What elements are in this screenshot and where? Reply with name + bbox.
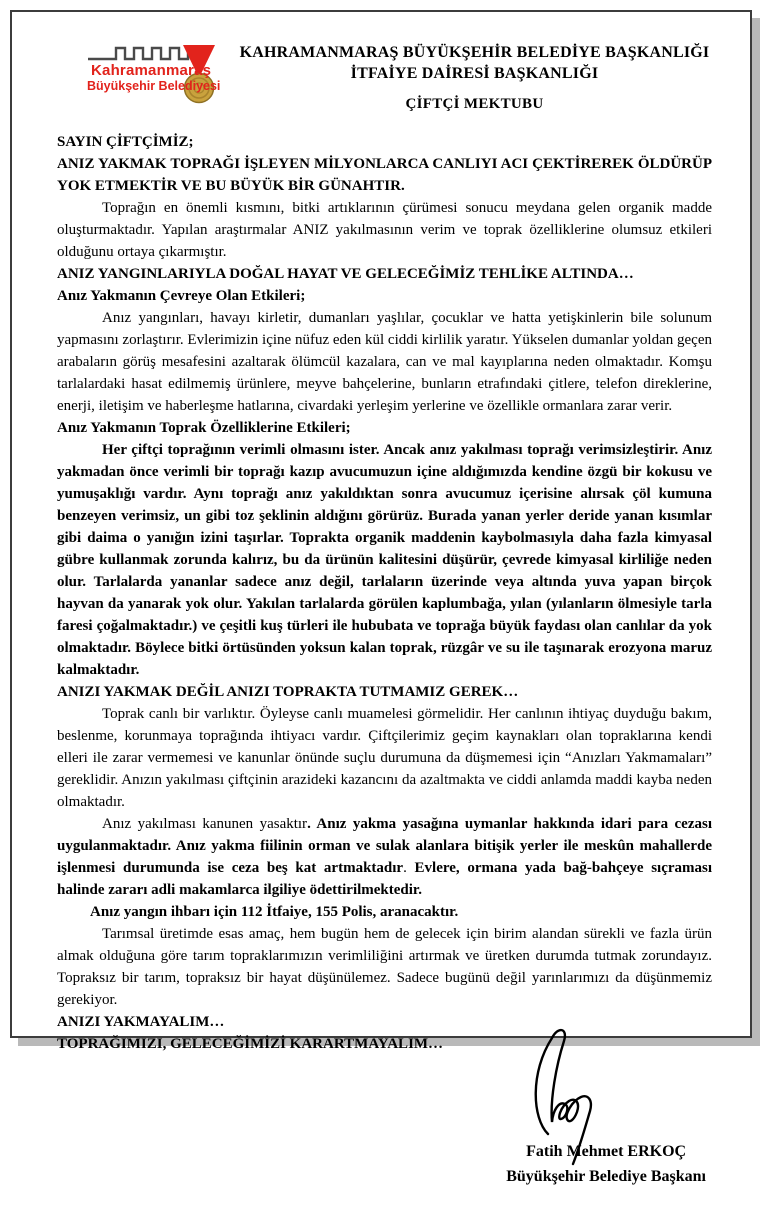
- logo-municipality-name: Büyükşehir Belediyesi: [87, 79, 221, 93]
- signatory-title: Büyükşehir Belediye Başkanı: [506, 1168, 706, 1185]
- letter-sheet: [10, 10, 752, 1185]
- letter-body: [57, 131, 712, 1055]
- document-title: ÇİFTÇİ MEKTUBU: [405, 96, 544, 112]
- letter-header: [57, 38, 712, 118]
- paragraph-environment: Anız yangınları, havayı kirletir, dumanları yaşlılar, çocuklar ve hatta yetişkinlerin bile solunum yapmasını zorlaştırır. Evlerimizin içine nüfuz eden kül ciddi kirlilik yaratır. Yükselen dumanlar yoldan geçen arabaların görüş mesafesini azaltarak ölümcül kazalara, can ve mal kayıplarına neden olmaktadır. Komşu tarlalardaki hasat edilmemiş ürünlere, meyve bahçelerine, bunların etrafındaki çitlere, telefon direklerine, enerji, iletişim ve haberleşme hatlarına, civardaki yerleşim yerlerine ve özellikle ormanlara zarar verir.: [57, 310, 712, 414]
- signatory-name: Fatih Mehmet ERKOÇ: [526, 1143, 687, 1160]
- ban-text-damage: Evlere, ormana yada bağ-bahçeye sıçraması halinde zararı adli makamlarca ilgiliye ödettirilmektedir.: [57, 860, 713, 898]
- logo-city-name: Kahramanmaraş: [91, 62, 212, 79]
- paragraph-ban: [57, 813, 712, 901]
- letter-content: [12, 12, 750, 1205]
- heading-environment-effects: Anız Yakmanın Çevreye Olan Etkileri;: [57, 288, 306, 304]
- paragraph-emergency-numbers: Anız yangın ihbarı için 112 İtfaiye, 155 Polis, aranacaktır.: [90, 904, 459, 920]
- signature-area: [57, 1055, 712, 1205]
- paragraph-organic-matter: Toprağın en önemli kısmını, bitki artıklarının çürümesi sonucu meydana gelen organik madde oluşturmaktadır. Yapılan araştırmalar ANIZ yakılmasının verim ve toprak özelliklerine olumsuz etkileri olduğunu ortaya çıkarmıştır.: [57, 200, 712, 260]
- slogan-line2: TOPRAĞIMIZI, GELECEĞİMİZİ KARARTMAYALIM…: [57, 1036, 444, 1052]
- header-title-line1: KAHRAMANMARAŞ BÜYÜKŞEHİR BELEDİYE BAŞKANLIĞI: [239, 44, 710, 61]
- ban-text-separator: .: [403, 860, 415, 876]
- municipality-logo: [85, 38, 237, 118]
- heading-keep-stubble: ANIZI YAKMAK DEĞİL ANIZI TOPRAKTA TUTMAMIZ GEREK…: [57, 684, 519, 700]
- signatory-block: [506, 1139, 706, 1189]
- paragraph-keep: Toprak canlı bir varlıktır. Öyleyse canlı muamelesi görmelidir. Her canlının ihtiyaç duyduğu bakım, beslenme, korunmaya toprağında ihtiyacı vardır. Çiftçilerimiz geçim kaynakları olan topraklarına kendi elleri ile zarar vermemesi ve kanunlar önünde suçlu durumuna da düşmemesi için “Anızları Yakmamaları” gereklidir. Anızın yakılması çiftçinin arazideki kazancını da azaltmakta ve ciddi anlamda maddi kayba neden olmaktadır.: [57, 706, 712, 810]
- heading-soil-effects: Anız Yakmanın Toprak Özelliklerine Etkileri;: [57, 420, 351, 436]
- slogan-line1: ANIZI YAKMAYALIM…: [57, 1014, 225, 1030]
- heading-danger: ANIZ YANGINLARIYLA DOĞAL HAYAT VE GELECEĞİMİZ TEHLİKE ALTINDA…: [57, 266, 634, 282]
- paragraph-soil: Her çiftçi toprağının verimli olmasını ister. Ancak anız yakılması toprağı verimsizleştirir. Anız yakmadan önce verimli bir toprağı kazıp avucumuzun içine aldığımızda kendine özgü bir kokusu ve yumuşaklığı vardır. Aynı toprağı anız yakıldıktan sonra avucumuz içerisine alırsak çöl kumuna benzeyen verimsiz, un gibi toz şeklinin aldığını görürüz. Burada yanan yerler deride yanan kısımlar gibi daima o yanığın izini taşırlar. Toprakta organik maddenin kaybolmasıyla daha fazla kimyasal gübre kullanmak zorunda kalırız, bu da ürünün kalitesini düşürür, çevrede kimyasal kirliliğe neden olur. Tarlalarda yananlar sadece anız değil, tarlaların üzerinde veya altında yuva yapan birçok hayvan da yanarak yok olur. Yakılan tarlalarda görülen kaplumbağa, yılan (yılanların ölmesiyle tarla faresi çoğalmaktadır.) ve çeşitli kuş türleri ile hububata ve toprağa büyük faydası olan canlılar da yok olmaktadır. Böylece bitki örtüsünden yoksun kalan toprak, rüzgâr ve su ile taşınarak erozyona maruz kalmaktadır.: [57, 442, 712, 678]
- paragraph-future: Tarımsal üretimde esas amaç, hem bugün hem de gelecek için birim alandan sürekli ve fazla ürün almak olduğuna göre tarım topraklarımızın verimliliğini artırmak ve üretken durumda tutmak zorundayız. Topraksız bir tarım, topraksız bir hayat düşünülemez. Sadece bugünü değil yarınlarımızı da düşünmemiz gerekiyor.: [57, 926, 712, 1008]
- headline: ANIZ YAKMAK TOPRAĞI İŞLEYEN MİLYONLARCA CANLIYI ACI ÇEKTİREREK ÖLDÜRÜP YOK ETMEKTİR VE BU BÜYÜK BİR GÜNAHTIR.: [57, 156, 712, 194]
- header-titles: [237, 38, 712, 113]
- salutation: SAYIN ÇİFTÇİMİZ;: [57, 134, 194, 150]
- header-title-line2: İTFAİYE DAİRESİ BAŞKANLIĞI: [350, 65, 599, 82]
- ban-text-normal: Anız yakılması kanunen yasaktır: [102, 816, 308, 832]
- ban-text-penalty: . Anız yakma yasağına uymanlar hakkında idari para cezası uygulanmaktadır. Anız yakma fiilinin orman ve sulak alanlara bitişik yerler ile meskûn mahallerde işlenmesi durumunda ise ceza beş kat artmaktadır: [57, 816, 712, 876]
